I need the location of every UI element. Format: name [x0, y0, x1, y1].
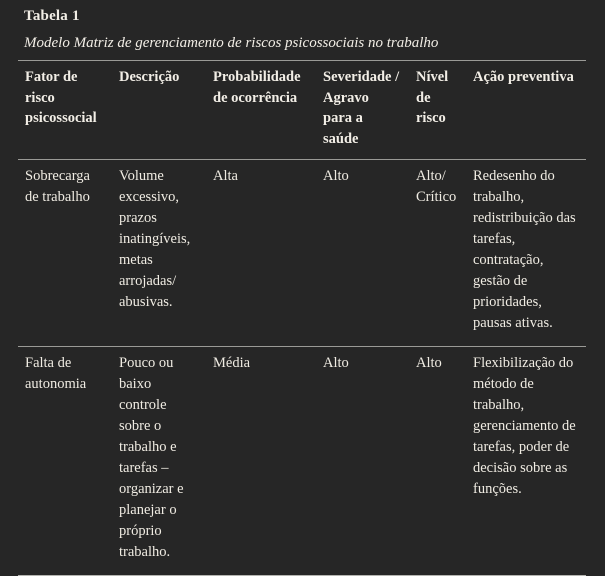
- cell-fator: Sobrecarga de trabalho: [18, 160, 112, 347]
- table-header: [18, 61, 586, 160]
- cell-severidade: Alto: [316, 160, 409, 347]
- risk-matrix-table: [18, 60, 586, 576]
- cell-nivel: Alto: [409, 347, 466, 576]
- cell-acao: Redesenho do trabalho, redistribuição das tarefas, contratação, gestão de prioridades, pausas ativas.: [466, 160, 586, 347]
- table-body: [18, 160, 586, 576]
- cell-probabilidade: Alta: [206, 160, 316, 347]
- column-header-fator-de-risco-psicossocial: Fator de risco psicossocial: [18, 61, 112, 160]
- column-header-nivel-de-risco: Nível de risco: [409, 61, 466, 160]
- cell-descricao: Pouco ou baixo controle sobre o trabalho e tarefas – organizar e planejar o próprio trabalho.: [112, 347, 206, 576]
- column-header-severidade-agravo-para-a-saude: Severidade / Agravo para a saúde: [316, 61, 409, 160]
- table-caption-title: Modelo Matriz de gerenciamento de riscos psicossociais no trabalho: [24, 35, 439, 51]
- cell-probabilidade: Média: [206, 347, 316, 576]
- column-header-probabilidade-de-ocorrencia: Probabilidade de ocorrência: [206, 61, 316, 160]
- table-row: [18, 160, 586, 347]
- cell-fator: Falta de autonomia: [18, 347, 112, 576]
- cell-descricao: Volume excessivo, prazos inatingíveis, metas arrojadas/ abusivas.: [112, 160, 206, 347]
- cell-acao: Flexibilização do método de trabalho, gerenciamento de tarefas, poder de decisão sobre as funções.: [466, 347, 586, 576]
- column-header-acao-preventiva: Ação preventiva: [466, 61, 586, 160]
- cell-severidade: Alto: [316, 347, 409, 576]
- table-caption-number: Tabela 1: [24, 8, 80, 24]
- table-header-row: [18, 61, 586, 160]
- cell-nivel: Alto/ Crítico: [409, 160, 466, 347]
- table-row: [18, 347, 586, 576]
- column-header-descricao: Descrição: [112, 61, 206, 160]
